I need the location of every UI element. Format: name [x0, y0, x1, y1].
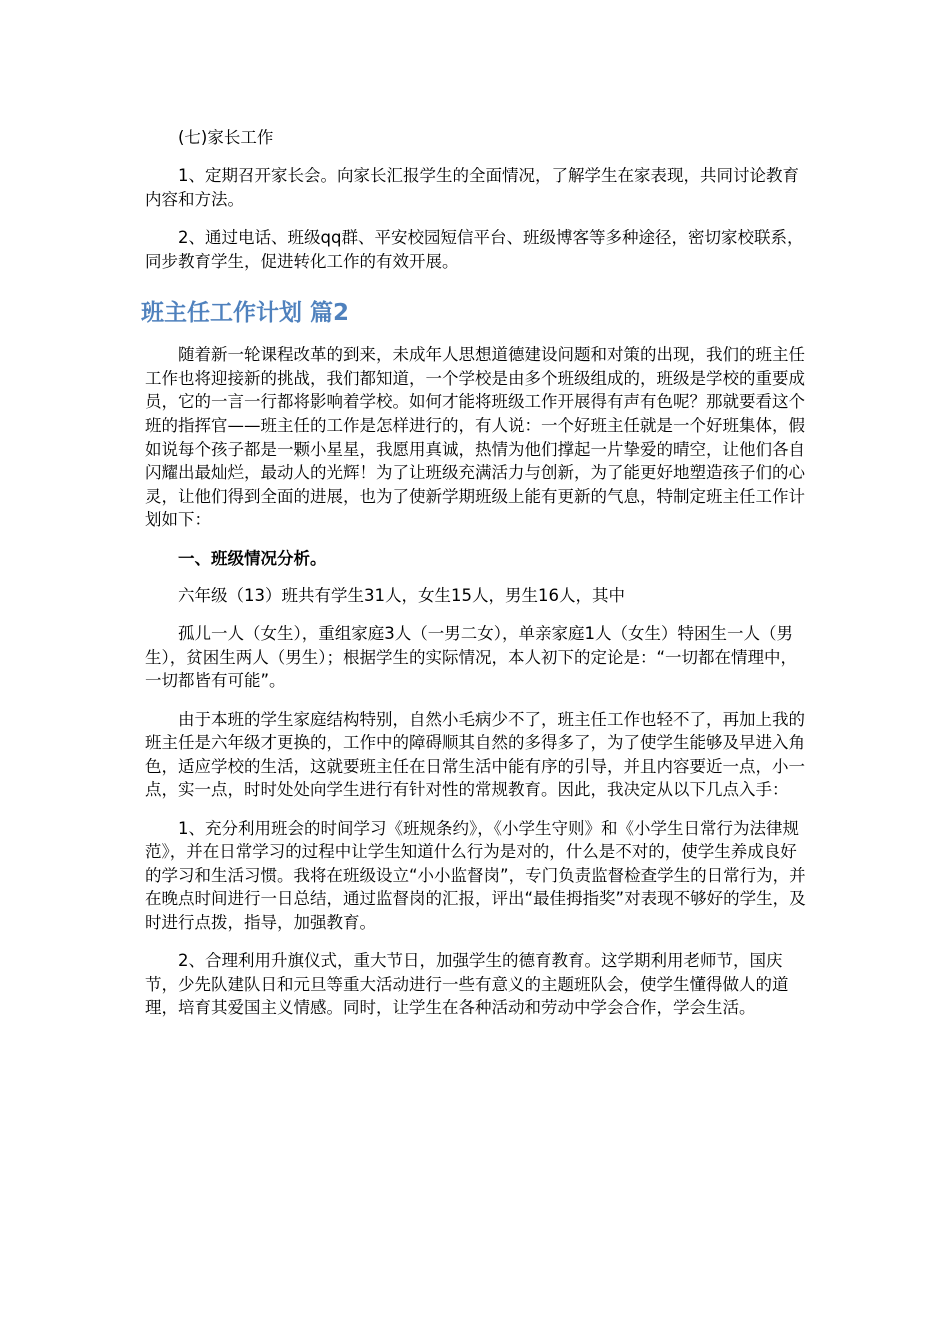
paragraph-home-school-contact: 2、通过电话、班级qq群、平安校园短信平台、班级博客等多种途径，密切家校联系，同步教育学生，促进转化工作的有效开展。: [145, 227, 804, 271]
paragraph-item-class-meeting: 1、充分利用班会的时间学习《班规条约》，《小学生守则》和《小学生日常行为法律规范》，并在日常学习的过程中让学生知道什么行为是对的，什么是不对的，使学生养成良好的学习和生活习惯。我将在班级设立“小小监督岗”，专门负责监督检查学生的日常行为，并在晚点时间进行一日总结，通过监督岗的汇报，评出“最佳拇指奖”对表现不够好的学生，及时进行点拨，指导，加强教育。: [145, 818, 806, 932]
document-page: [141, 126, 807, 1035]
paragraph-student-situation: 孤儿一人（女生），重组家庭3人（一男二女），单亲家庭1人（女生）特困生一人（男生），贫困生两人（男生）；根据学生的实际情况，本人初下的定论是：“一切都在情理中，一切都皆有可能”。: [145, 624, 798, 691]
paragraph-class-stats: 六年级（13）班共有学生31人，女生15人，男生16人，其中: [178, 586, 625, 606]
paragraph-work-approach: 由于本班的学生家庭结构特别，自然小毛病少不了，班主任工作也轻不了，再加上我的班主任是六年级才更换的，工作中的障碍顺其自然的多得多了，为了使学生能够及早进入角色，适应学校的生活，这就要班主任在日常生活中能有序的引导，并且内容要近一点，小一点，实一点，时时处处向学生进行有针对性的常规教育。因此，我决定从以下几点入手：: [145, 709, 805, 800]
section-title: 班主任工作计划 篇2: [141, 300, 350, 327]
paragraph-introduction: 随着新一轮课程改革的到来，未成年人思想道德建设问题和对策的出现，我们的班主任工作也将迎接新的挑战，我们都知道，一个学校是由多个班级组成的，班级是学校的重要成员，它的一言一行都将影响着学校。如何才能将班级工作开展得有声有色呢？那就要看这个班的指挥官——班主任的工作是怎样进行的，有人说：一个好班主任就是一个好班集体，假如说每个孩子都是一颗小星星，我愿用真诚，热情为他们撑起一片挚爱的晴空，让他们各自闪耀出最灿烂，最动人的光辉！为了让班级充满活力与创新，为了能更好地塑造孩子们的心灵，让他们得到全面的进展，也为了使新学期班级上能有更新的气息，特制定班主任工作计划如下：: [145, 345, 805, 530]
paragraph-parent-meeting: 1、定期召开家长会。向家长汇报学生的全面情况，了解学生在家表现，共同讨论教育内容和方法。: [145, 166, 799, 209]
subsection-heading-parents: (七)家长工作: [178, 128, 274, 147]
heading-class-analysis: 一、班级情况分析。: [178, 548, 327, 568]
paragraph-item-flag-ceremony: 2、合理利用升旗仪式，重大节日，加强学生的德育教育。这学期利用老师节，国庆节，少先队建队日和元旦等重大活动进行一些有意义的主题班队会，使学生懂得做人的道理，培育其爱国主义情感。同时，让学生在各种活动和劳动中学会合作，学会生活。: [145, 951, 789, 1018]
